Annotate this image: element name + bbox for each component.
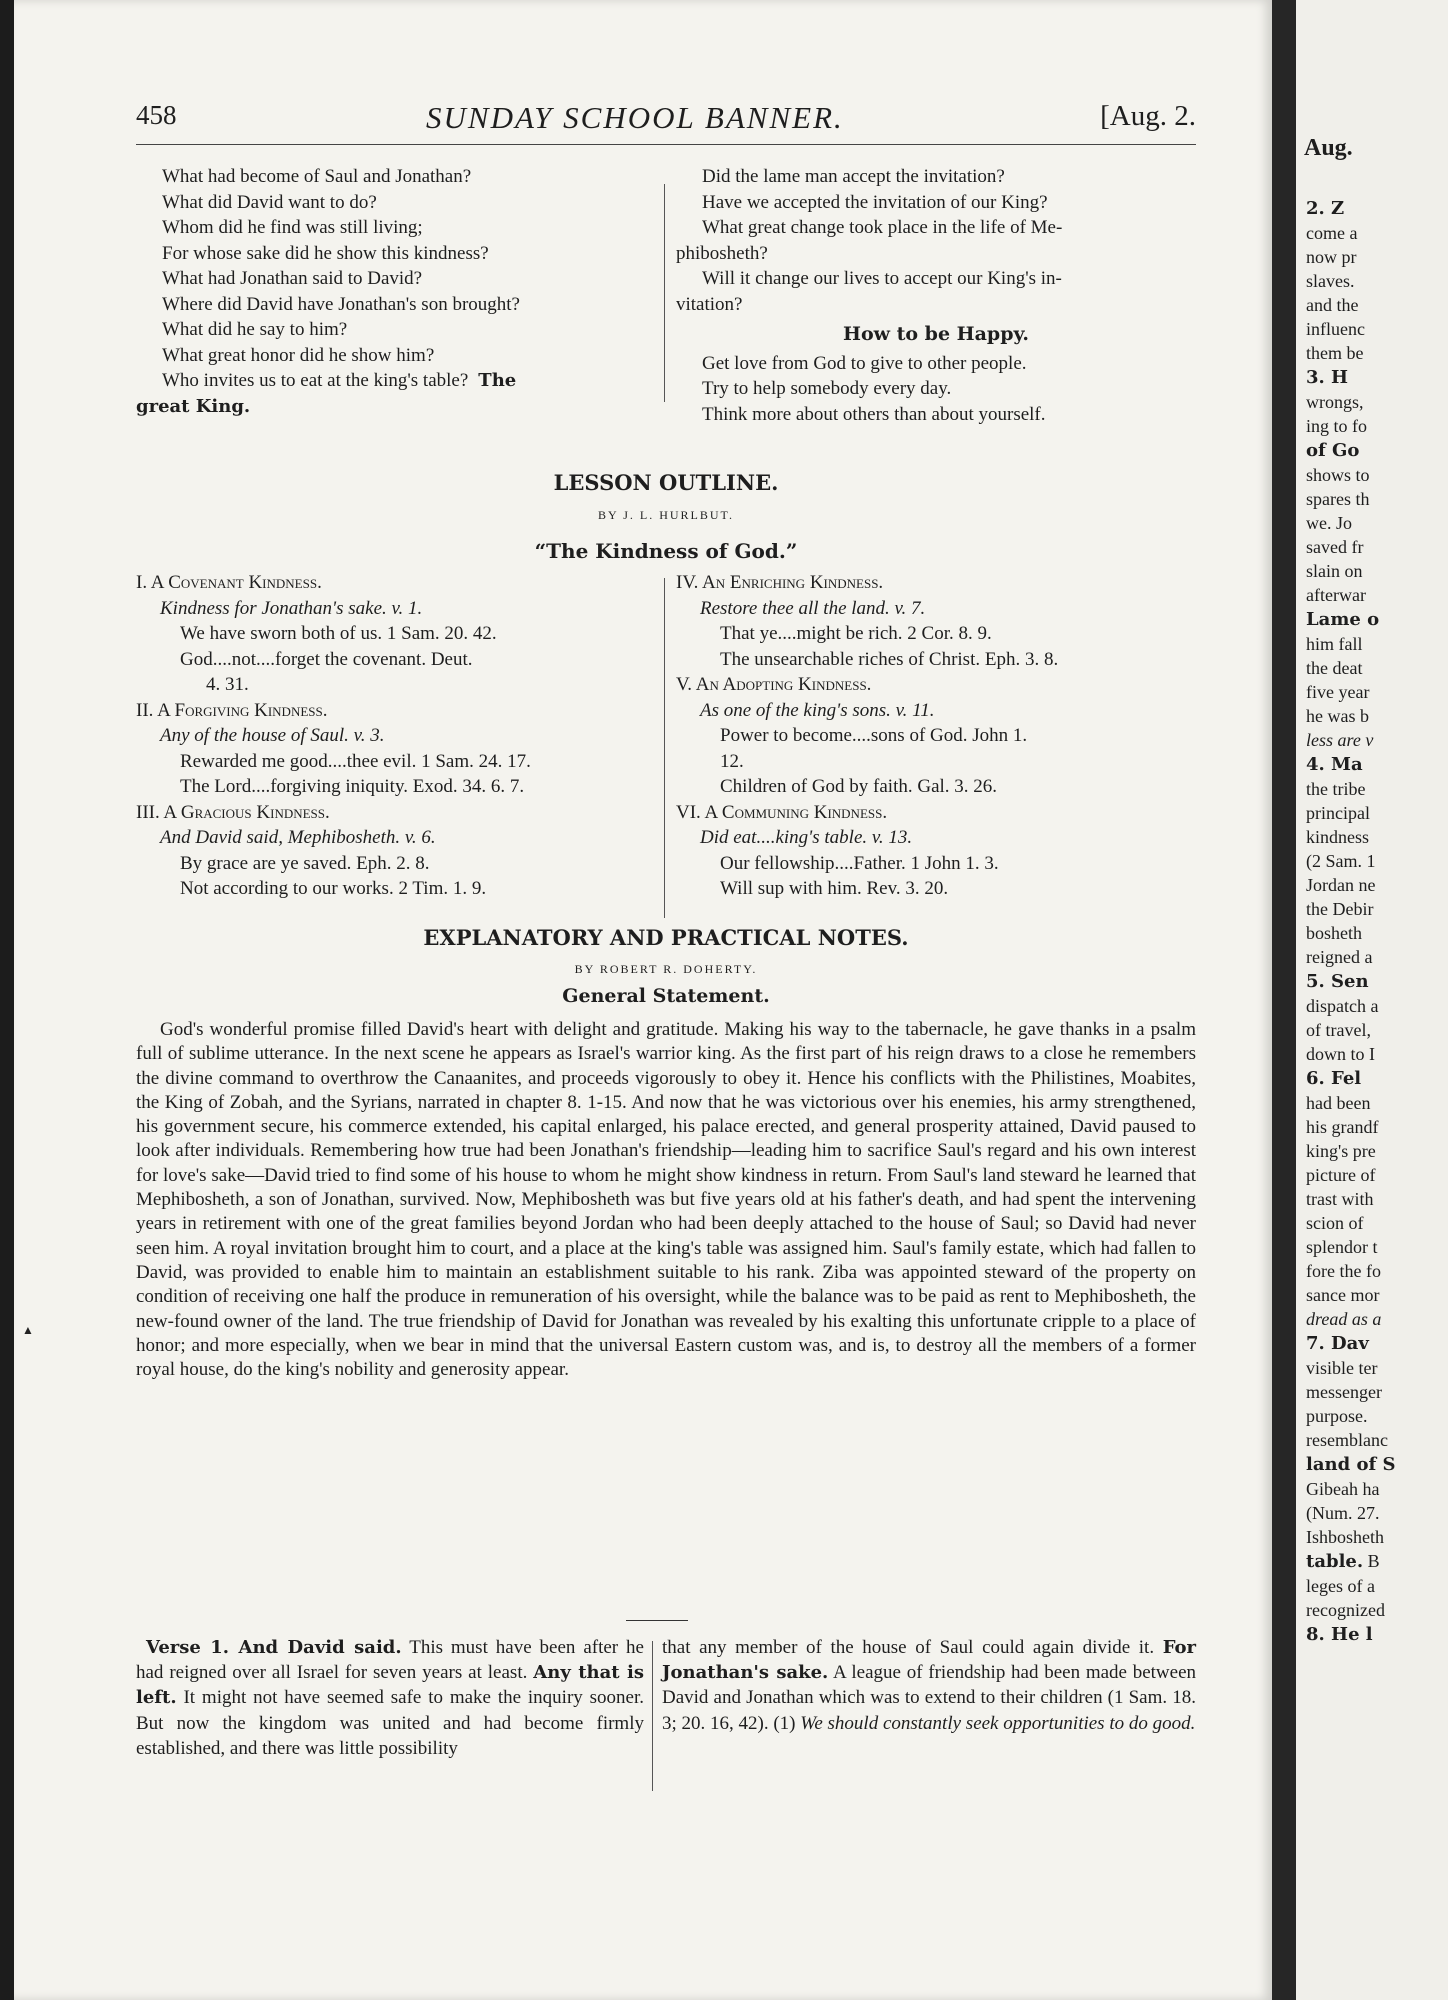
outline-section-heading: II. A Forgiving Kindness. [136,699,328,721]
happy-line: Try to help somebody every day. [702,378,952,399]
facing-page-text-fragment: Gibeah ha [1306,1479,1380,1499]
facing-page-text-fragment: spares th [1306,489,1370,509]
section-rule [626,1620,688,1621]
verse-phrase-heading: For Jonathan's sake. [662,1637,1196,1684]
outline-verse-phrase: And David said, Mephibosheth. v. 6. [160,827,436,848]
facing-page-line [1306,341,1448,365]
facing-page-bold: 7. Dav [1306,1333,1369,1354]
facing-page-line [1306,1018,1448,1042]
facing-page-line [1306,777,1448,801]
facing-page-text-fragment: B [1363,1551,1380,1571]
facing-page-line [1306,1477,1448,1501]
outline-section-heading: IV. An Enriching Kindness. [676,572,884,593]
facing-page-text-fragment: scion of [1306,1213,1364,1233]
question-line: Did the lame man accept the invitation? [702,166,1005,187]
facing-page-line [1306,1622,1448,1647]
outline-byline: BY J. L. HURLBUT. [598,508,734,522]
facing-page-text-fragment: the Debir [1306,899,1374,919]
question-line: Will it change our lives to accept our King's in- [702,268,1062,289]
margin-mark: ▲ [22,1323,34,1337]
issue-date: [Aug. 2. [1100,100,1196,132]
facing-page-text-fragment: afterwar [1306,585,1366,605]
outline-reference: 12. [720,750,744,772]
verse-phrase-heading: Any that is left. [136,1662,644,1709]
facing-page-line [1306,680,1448,704]
question-text: Who invites us to eat at the king's table? [162,370,469,391]
facing-page-text-fragment: Ishbosheth [1306,1527,1384,1547]
outline-verse-phrase: As one of the king's sons. v. 11. [700,699,935,721]
facing-page-line [1306,1307,1448,1331]
outline-section-heading: III. A Gracious Kindness. [136,801,330,823]
outline-reference: Will sup with him. Rev. 3. 20. [720,878,949,899]
facing-page-line [1306,365,1448,390]
facing-page-text-fragment: bosheth [1306,923,1362,943]
facing-page-line [1306,559,1448,583]
facing-page-text-fragment: dispatch a [1306,996,1379,1016]
facing-page-bold: Lame o [1306,609,1380,630]
facing-page-text-fragment: slain on [1306,561,1363,581]
facing-page-line [1306,632,1448,656]
outline-section-heading: V. An Adopting Kindness. [676,674,872,695]
facing-page-line [1306,752,1448,777]
happy-lines [676,351,1196,428]
book-gutter [1272,0,1298,2000]
facing-page-line [1306,849,1448,873]
outline-section-heading: I. A Covenant Kindness. [136,572,322,593]
facing-page-line [1306,728,1448,752]
facing-page-line [1306,535,1448,559]
facing-page-text-fragment: principal [1306,803,1370,823]
outline-reference: The Lord....forgiving iniquity. Exod. 34. 6. 7. [180,776,525,797]
facing-page-text-fragment: down to I [1306,1044,1375,1064]
facing-page-text-fragment: fore the fo [1306,1261,1381,1281]
facing-page-line [1306,414,1448,438]
facing-page-bold: 8. He l [1306,1624,1373,1645]
facing-page-bold: land of S [1306,1454,1396,1475]
facing-page-text-fragment: the tribe [1306,779,1366,799]
outline-left-column [136,570,656,902]
facing-page-text-fragment: saved fr [1306,537,1364,557]
facing-page-line [1306,945,1448,969]
facing-page-line [1306,1091,1448,1115]
happy-heading: How to be Happy. [843,323,1029,345]
facing-page-line [1306,245,1448,269]
facing-page-bold: of Go [1306,440,1360,461]
outline-reference-continued: 4. 31. [206,674,249,695]
facing-page-line [1306,1549,1448,1574]
facing-page-line [1306,390,1448,414]
facing-page-line [1306,1211,1448,1235]
outline-reference: Our fellowship....Father. 1 John 1. 3. [720,852,999,874]
facing-page-line [1306,1115,1448,1139]
facing-page-text-fragment: visible ter [1306,1358,1378,1378]
question-line-with-answer [136,368,656,394]
book-page [14,0,1272,2000]
facing-page-line [1306,1187,1448,1211]
facing-page-text-fragment: (2 Sam. 1 [1306,851,1376,871]
periodical-title: SUNDAY SCHOOL BANNER. [426,100,844,135]
outline-verse-phrase: Any of the house of Saul. v. 3. [160,725,385,746]
question-line: What did David want to do? [162,191,377,213]
facing-page-line [1306,897,1448,921]
facing-page-line [1306,269,1448,293]
facing-page-text-fragment: less are v [1306,730,1374,750]
facing-page-header: Aug. [1304,135,1353,161]
questions-right-column [676,164,1196,427]
facing-page-line [1306,1525,1448,1549]
outline-reference: That ye....might be rich. 2 Cor. 8. 9. [720,623,992,644]
outline-reference: The unsearchable riches of Christ. Eph. 3. 8. [720,648,1059,670]
outline-reference: We have sworn both of us. 1 Sam. 20. 42. [180,623,497,644]
facing-page-text-fragment: wrongs, [1306,392,1364,412]
general-statement-body: God's wonderful promise filled David's heart with delight and gratitude. Making his way to the tabernacle, he gave thanks in a psalm full of sublime utterance. In the next scene he appears as Israel's warrior king. As the first part of his reign draws to a close he remembers the divine command to overthrow the Canaanites, and proceeds vigorously to obey it. Hence his conflicts with the Philistines, Moabites, the King of Zobah, and the Syrians, narrated in chapter 8. 1-15. And now that he was victorious over his enemies, his army strengthened, his government secure, his commerce extended, his capital enlarged, his palace erected, and general prosperity attained, David paused to look after individuals. Remembering how true had been Jonathan's friendship—leading him to sacrifice Saul's regard and his own interest for love's sake—David tried to find some of his house to whom he might show kindness in return. From Saul's land steward he learned that Mephibosheth, a son of Jonathan, survived. Now, Mephibosheth was but five years old at his father's death, and had spent the intervening years in retirement with one of the great families beyond Jordan who had been deeply attached to the house of Saul; so David had never seen him. A royal invitation brought him to court, and a place at the king's table was assigned him. Saul's family estate, which had fallen to David, was provided to enable him to maintain an establishment suitable to his rank. Ziba was appointed steward of the property on condition of receiving one half the produce in remuneration of his oversight, while the balance was to be paid as rent to Mephibosheth, the new-found owner of the land. The true friendship of David for Jonathan was revealed by his exalting this unfortunate cripple to a place of honor; and more especially, when we bear in mind that the universal Eastern custom was, and is, to destroy all the members of a former royal house, do the king's nobility and generosity appear. [136,1019,1196,1381]
question-line: Where did David have Jonathan's son brought? [162,293,520,315]
facing-page-line [1306,656,1448,680]
outline-reference: Rewarded me good....thee evil. 1 Sam. 24. 17. [180,750,531,772]
facing-page-line [1306,317,1448,341]
facing-page-text [1306,196,1448,1647]
facing-page-line [1306,1380,1448,1404]
facing-page-text-fragment: slaves. [1306,271,1355,291]
outline-divider [664,578,665,918]
facing-page-bold: 4. Ma [1306,754,1363,775]
outline-verse-phrase: Restore thee all the land. v. 7. [700,597,926,619]
outline-section-heading: VI. A Communing Kindness. [676,801,888,823]
question-answer-continued: great King. [136,395,251,417]
facing-page-line [1306,293,1448,317]
facing-page-line [1306,438,1448,463]
facing-page-text-fragment: his grandf [1306,1117,1379,1137]
question-line: vitation? [676,293,743,315]
verse-right-column [662,1635,1196,1736]
question-line: Have we accepted the invitation of our King? [702,191,1048,213]
notes-heading: EXPLANATORY AND PRACTICAL NOTES. [423,925,909,950]
facing-page-text-fragment: recognized [1306,1600,1385,1620]
facing-page-line [1306,463,1448,487]
outline-reference: Not according to our works. 2 Tim. 1. 9. [180,878,487,899]
facing-page-line [1306,1428,1448,1452]
page-number: 458 [136,100,177,130]
facing-page-text-fragment: had been [1306,1093,1371,1113]
question-line: Whom did he find was still living; [162,217,423,238]
facing-page-line [1306,1574,1448,1598]
facing-page-line [1306,1331,1448,1356]
facing-page-line [1306,583,1448,607]
facing-page-text-fragment: influenc [1306,319,1365,339]
outline-verse-phrase: Kindness for Jonathan's sake. v. 1. [160,597,423,619]
facing-page-line [1306,1066,1448,1091]
facing-page-line [1306,511,1448,535]
facing-page-text-fragment: leges of a [1306,1576,1375,1596]
facing-page-line [1306,196,1448,221]
facing-page-line [1306,1452,1448,1477]
outline-reference: Power to become....sons of God. John 1. [720,725,1028,746]
facing-page-text-fragment: sance mor [1306,1285,1380,1305]
facing-page-text-fragment: him fall [1306,634,1363,654]
question-answer: The [478,370,517,391]
questions-right-list [676,164,1196,317]
outline-subtitle: “The Kindness of God.” [534,539,798,563]
verse-text: It might not have seemed safe to make the inquiry sooner. But now the kingdom was united and had become firmly established, and there was little possibility [136,1687,644,1759]
facing-page-line [1306,704,1448,728]
column-divider [664,184,665,402]
facing-page-text-fragment: king's pre [1306,1141,1376,1161]
facing-page-text-fragment: five year [1306,682,1370,702]
facing-page-text-fragment: shows to [1306,465,1370,485]
facing-page-line [1306,1235,1448,1259]
questions-left-column [136,164,656,419]
outline-reference: By grace are ye saved. Eph. 2. 8. [180,852,430,874]
facing-page [1296,0,1448,2000]
facing-page-bold: 2. Z [1306,198,1345,219]
question-line: What did he say to him? [162,319,348,340]
facing-page-text-fragment: the deat [1306,658,1363,678]
facing-page-text-fragment: of travel, [1306,1020,1371,1040]
verse-heading: Verse 1. And David said. [146,1637,402,1658]
facing-page-bold: 5. Sen [1306,971,1369,992]
facing-page-text-fragment: dread as a [1306,1309,1382,1329]
question-line: What had become of Saul and Jonathan? [162,166,472,187]
facing-page-text-fragment: come a [1306,223,1358,243]
facing-page-text-fragment: and the [1306,295,1359,315]
question-line: What great change took place in the life of Me- [702,217,1063,238]
question-line: For whose sake did he show this kindness? [162,242,489,264]
facing-page-text-fragment: resemblanc [1306,1430,1388,1450]
facing-page-line [1306,221,1448,245]
facing-page-line [1306,1598,1448,1622]
facing-page-line [1306,801,1448,825]
facing-page-line [1306,921,1448,945]
outline-right-column [676,570,1196,902]
facing-page-line [1306,1163,1448,1187]
outline-verse-phrase: Did eat....king's table. v. 13. [700,827,913,848]
facing-page-text-fragment: (Num. 27. [1306,1503,1380,1523]
facing-page-line [1306,1356,1448,1380]
facing-page-line [1306,487,1448,511]
facing-page-line [1306,1404,1448,1428]
lesson-outline-heading: LESSON OUTLINE. [553,470,779,495]
facing-page-bold: 3. H [1306,367,1349,388]
facing-page-text-fragment: kindness [1306,827,1369,847]
facing-page-text-fragment: we. Jo [1306,513,1352,533]
facing-page-text-fragment: picture of [1306,1165,1376,1185]
running-header [136,100,1196,145]
facing-page-text-fragment: purpose. [1306,1406,1368,1426]
facing-page-line [1306,1283,1448,1307]
facing-page-text-fragment: them be [1306,343,1364,363]
happy-line: Get love from God to give to other people. [702,352,1027,374]
facing-page-text-fragment: Jordan ne [1306,875,1376,895]
question-line: What great honor did he show him? [162,344,435,366]
facing-page-text-fragment: ing to fo [1306,416,1367,436]
verse-text: This must have been after he had reigned over all Israel for seven years at least. [136,1637,644,1684]
outline-reference: Children of God by faith. Gal. 3. 26. [720,776,998,797]
facing-page-text-fragment: now pr [1306,247,1357,267]
facing-page-line [1306,969,1448,994]
question-line: phibosheth? [676,242,768,264]
facing-page-line [1306,1259,1448,1283]
facing-page-text-fragment: trast with [1306,1189,1374,1209]
facing-page-line [1306,607,1448,632]
facing-page-text-fragment: he was b [1306,706,1369,726]
verse-left-column [136,1635,644,1761]
facing-page-line [1306,825,1448,849]
facing-page-bold: 6. Fel [1306,1068,1362,1089]
verse-divider [652,1641,653,1791]
verse-text: that any member of the house of Saul could again divide it. [662,1637,1163,1658]
facing-page-text-fragment: reigned a [1306,947,1373,967]
happy-line: Think more about others than about yourself. [702,403,1046,425]
facing-page-line [1306,1042,1448,1066]
general-statement-heading: General Statement. [562,985,770,1007]
facing-page-line [1306,1501,1448,1525]
facing-page-text-fragment: splendor t [1306,1237,1378,1257]
notes-byline: BY ROBERT R. DOHERTY. [574,962,758,976]
facing-page-line [1306,1139,1448,1163]
facing-page-text-fragment: messenger [1306,1382,1382,1402]
question-line: What had Jonathan said to David? [162,268,423,289]
verse-text: A league of friendship had been made between David and Jonathan which was to extend to their children (1 Sam. 18. 3; 20. 16, 42). (1) [662,1662,1196,1734]
practical-lesson: We should constantly seek opportunities to do good. [800,1712,1196,1734]
outline-reference: God....not....forget the covenant. Deut. [180,648,473,670]
facing-page-bold: table. [1306,1551,1364,1572]
facing-page-line [1306,873,1448,897]
facing-page-line [1306,994,1448,1018]
